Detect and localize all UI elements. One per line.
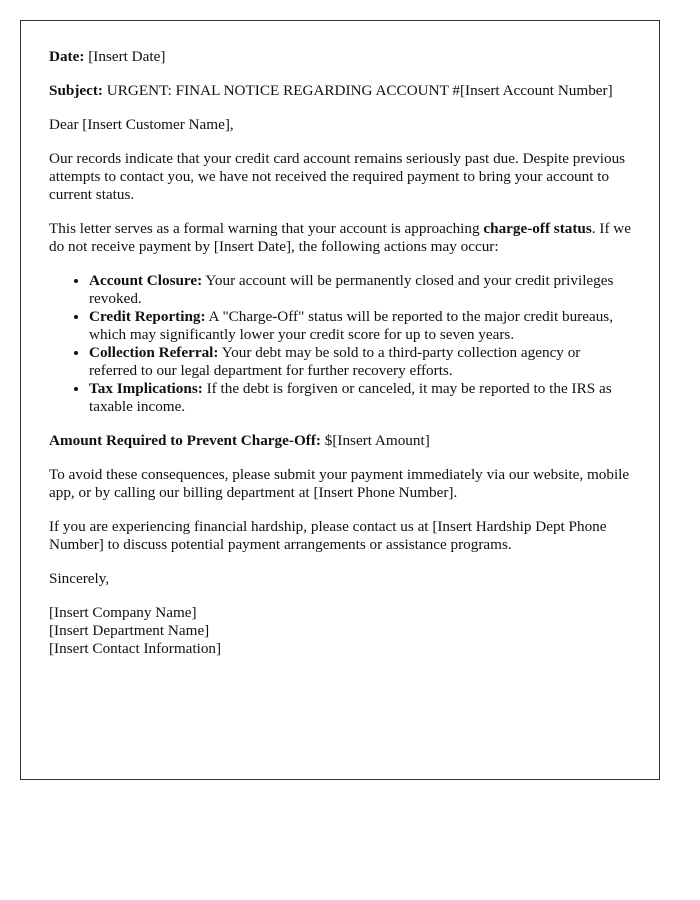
charge-off-status-emphasis: charge-off status — [483, 220, 592, 237]
warning-text-post: . If we do not receive payment by [Insert Date], the following actions may occur: — [49, 220, 632, 255]
date-line — [49, 48, 631, 66]
paragraph-warning — [49, 220, 631, 256]
signature-contact: [Insert Contact Information] — [49, 640, 222, 657]
salutation: Dear [Insert Customer Name], — [49, 116, 234, 133]
action-label: Credit Reporting: — [89, 308, 206, 325]
paragraph-payment: To avoid these consequences, please submit your payment immediately via our website, mobile app, or by calling our billing department at [Insert Phone Number]. — [49, 466, 630, 501]
signature-company: [Insert Company Name] — [49, 604, 197, 621]
action-text: If the debt is forgiven or canceled, it may be reported to the IRS as taxable income. — [89, 380, 612, 415]
action-text: Your debt may be sold to a third-party collection agency or referred to our legal department for further recovery efforts. — [89, 344, 581, 379]
amount-line — [49, 432, 631, 450]
action-text: Your account will be permanently closed and your credit privileges revoked. — [89, 272, 614, 307]
letter-container — [20, 20, 660, 780]
list-item — [89, 344, 631, 380]
amount-value: $[Insert Amount] — [320, 432, 430, 449]
amount-label: Amount Required to Prevent Charge-Off: — [49, 432, 321, 449]
signature-block — [49, 604, 631, 658]
warning-text-pre: This letter serves as a formal warning that your account is approaching — [49, 220, 484, 237]
signature-department: [Insert Department Name] — [49, 622, 210, 639]
date-value: [Insert Date] — [88, 48, 166, 65]
actions-list — [49, 272, 631, 416]
paragraph-hardship: If you are experiencing financial hardship, please contact us at [Insert Hardship Dept Phone Number] to discuss potential payment arrangements or assistance programs. — [49, 518, 607, 553]
subject-value: URGENT: FINAL NOTICE REGARDING ACCOUNT #[Insert Account Number] — [106, 82, 613, 99]
action-text: A "Charge-Off" status will be reported to the major credit bureaus, which may significantly lower your credit score for up to seven years. — [89, 308, 614, 343]
subject-label: Subject: — [49, 82, 103, 99]
list-item — [89, 308, 631, 344]
date-label: Date: — [49, 48, 85, 65]
subject-line — [49, 82, 631, 100]
action-label: Account Closure: — [89, 272, 203, 289]
paragraph-intro: Our records indicate that your credit card account remains seriously past due. Despite previous attempts to contact you, we have not received the required payment to bring your account to current status. — [49, 150, 626, 203]
list-item — [89, 272, 631, 308]
closing: Sincerely, — [49, 570, 110, 587]
action-label: Tax Implications: — [89, 380, 203, 397]
action-label: Collection Referral: — [89, 344, 219, 361]
list-item — [89, 380, 631, 416]
